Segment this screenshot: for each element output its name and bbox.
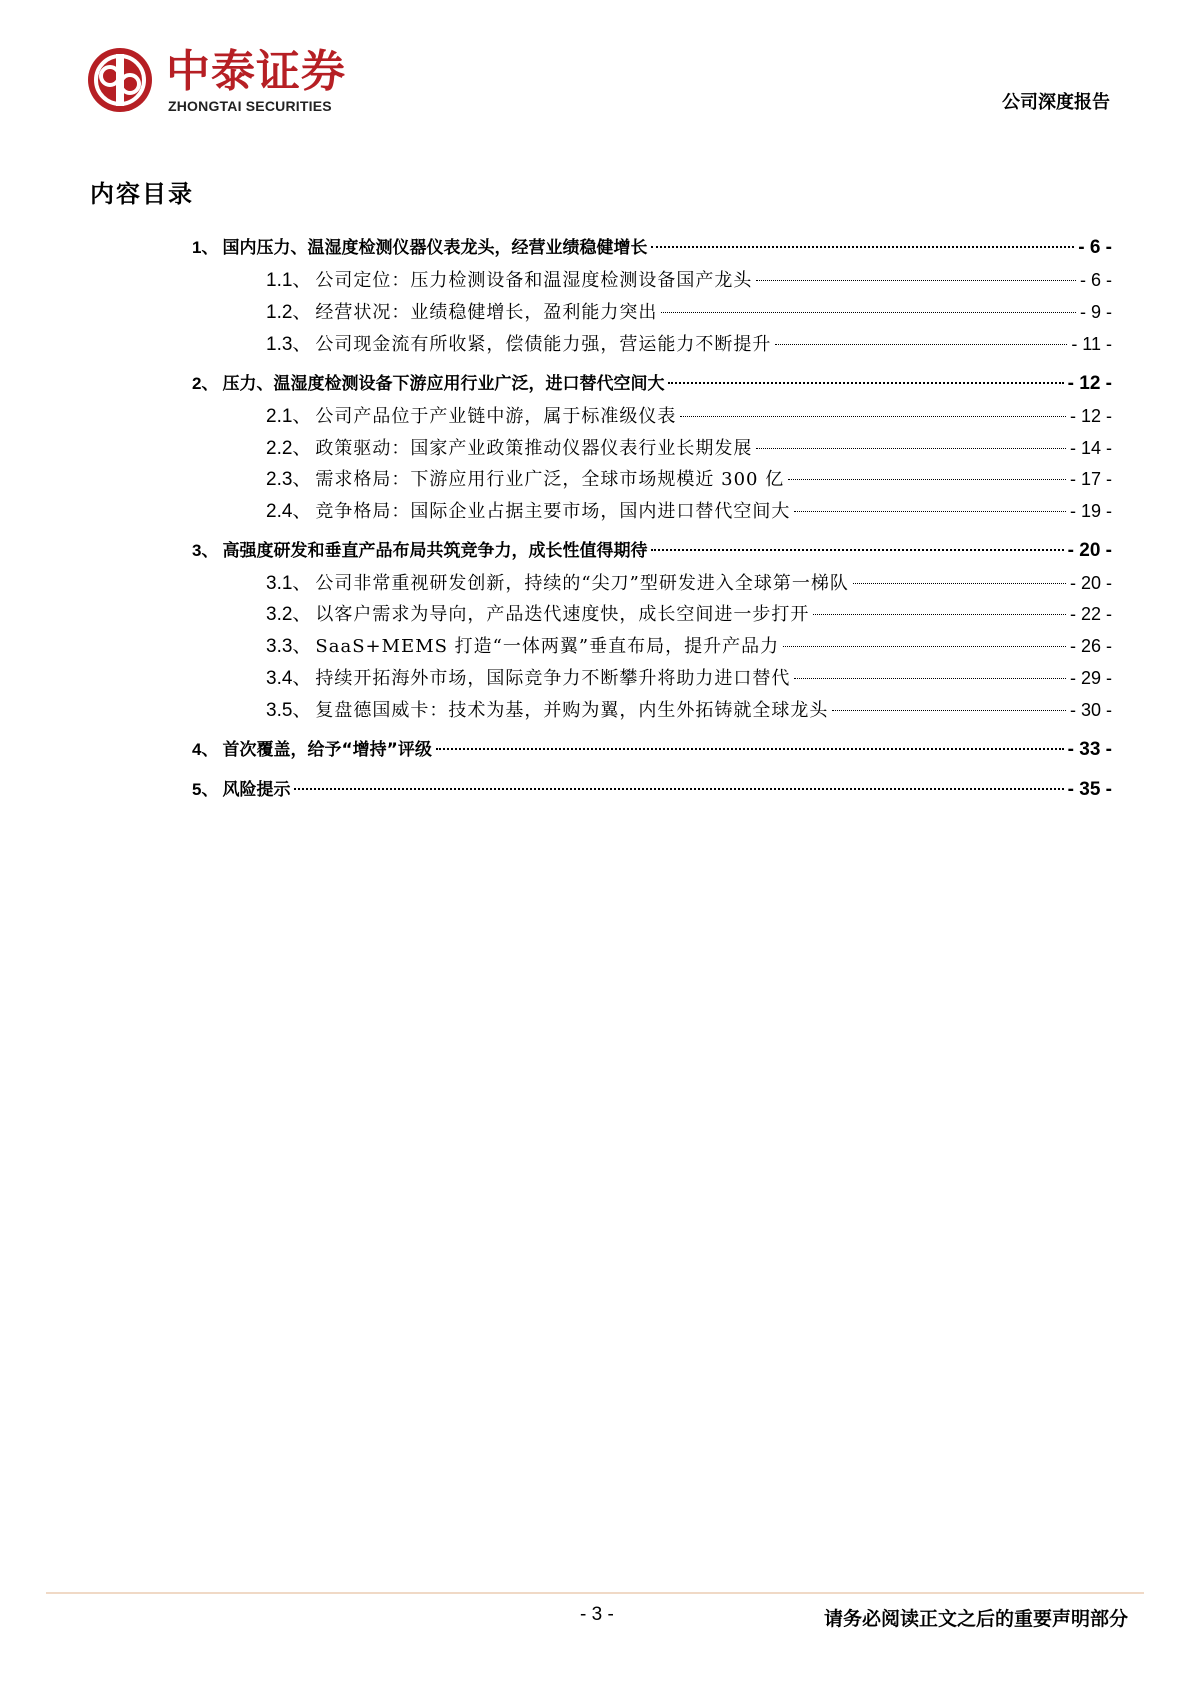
toc-dot-leader: [294, 788, 1063, 790]
toc-dot-leader: [436, 748, 1064, 750]
toc-entry-number: 1.1、: [266, 270, 312, 291]
toc-entry-page: - 20 -: [1069, 573, 1112, 593]
toc-entry-page: - 11 -: [1071, 334, 1112, 354]
footer-disclaimer-note: 请务必阅读正文之后的重要声明部分: [823, 1608, 1128, 1630]
toc-entry-page: - 9 -: [1079, 302, 1112, 322]
toc-entry-text: 持续开拓海外市场，国际竞争力不断攀升将助力进口替代: [315, 668, 791, 689]
toc-entry-text: 政策驱动：国家产业政策推动仪器仪表行业长期发展: [315, 438, 753, 459]
logo-chinese-name: 中泰证券: [166, 46, 346, 97]
toc-dot-leader: [668, 382, 1063, 384]
toc-title: 内容目录: [90, 180, 194, 208]
toc-entry-number: 2.2、: [266, 438, 312, 459]
toc-entry[interactable]: [192, 540, 1112, 562]
toc-dot-leader: [794, 678, 1066, 679]
zhongtai-logo-icon: [86, 46, 154, 114]
footer-divider: [46, 1592, 1144, 1594]
toc-entry-number: 3.4、: [266, 668, 312, 689]
toc-entry-number: 3.3、: [266, 636, 312, 657]
toc-entry[interactable]: [266, 333, 1112, 356]
toc-entry[interactable]: [266, 635, 1112, 658]
company-logo: [86, 46, 356, 118]
toc-entry[interactable]: [266, 500, 1112, 523]
toc-entry-page: - 20 -: [1067, 540, 1112, 561]
toc-entry-number: 1、: [192, 238, 219, 257]
toc-entry-number: 2、: [192, 374, 219, 393]
toc-entry[interactable]: [192, 779, 1112, 801]
toc-dot-leader: [651, 246, 1074, 248]
toc-entry-text: 公司现金流有所收紧，偿债能力强，营运能力不断提升: [315, 334, 772, 355]
toc-dot-leader: [853, 583, 1066, 584]
toc-entry[interactable]: [192, 237, 1112, 259]
toc-entry-text: 风险提示: [222, 780, 291, 800]
toc-dot-leader: [832, 710, 1066, 711]
toc-entry[interactable]: [266, 301, 1112, 324]
toc-entry-number: 3.5、: [266, 700, 312, 721]
toc-entry[interactable]: [266, 603, 1112, 626]
toc-entry-number: 5、: [192, 780, 219, 799]
footer-page-number: - 3 -: [580, 1604, 614, 1625]
toc-entry-page: - 29 -: [1069, 668, 1112, 688]
toc-entry-page: - 26 -: [1069, 636, 1112, 656]
toc-dot-leader: [794, 511, 1066, 512]
toc-dot-leader: [788, 479, 1066, 480]
toc-entry-number: 4、: [192, 740, 219, 759]
toc-entry-page: - 30 -: [1069, 700, 1112, 720]
toc-dot-leader: [651, 549, 1063, 551]
toc-entry-text: 公司产品位于产业链中游，属于标准级仪表: [315, 406, 677, 427]
toc-entry[interactable]: [192, 373, 1112, 395]
toc-entry-page: - 22 -: [1069, 604, 1112, 624]
toc-dot-leader: [756, 280, 1076, 281]
toc-entry-text: 压力、温湿度检测设备下游应用行业广泛，进口替代空间大: [222, 374, 665, 394]
toc-entry-number: 2.4、: [266, 501, 312, 522]
toc-entry[interactable]: [266, 572, 1112, 595]
toc-entry-number: 3.1、: [266, 573, 312, 594]
toc-dot-leader: [813, 614, 1066, 615]
toc-dot-leader: [661, 312, 1076, 313]
report-type-label: 公司深度报告: [1002, 92, 1110, 113]
toc-dot-leader: [775, 344, 1067, 345]
toc-entry[interactable]: [266, 468, 1112, 491]
toc-entry-text: 需求格局：下游应用行业广泛，全球市场规模近 300 亿: [315, 469, 785, 490]
toc-entry-page: - 35 -: [1067, 779, 1112, 800]
toc-entry-text: 高强度研发和垂直产品布局共筑竞争力，成长性值得期待: [222, 541, 648, 561]
toc-entry-number: 1.2、: [266, 302, 312, 323]
toc-entry-number: 1.3、: [266, 334, 312, 355]
toc-entry-text: 首次覆盖，给予“增持”评级: [222, 740, 432, 760]
toc-entry-number: 2.1、: [266, 406, 312, 427]
toc-entry[interactable]: [192, 739, 1112, 761]
toc-entry-page: - 12 -: [1069, 406, 1112, 426]
toc-entry-number: 2.3、: [266, 469, 312, 490]
toc-entry-page: - 14 -: [1069, 438, 1112, 458]
toc-entry-number: 3、: [192, 541, 219, 560]
toc-entry-page: - 12 -: [1067, 373, 1112, 394]
toc-entry-text: SaaS+MEMS 打造“一体两翼”垂直布局，提升产品力: [315, 636, 780, 657]
toc-entry-text: 以客户需求为导向，产品迭代速度快，成长空间进一步打开: [315, 604, 810, 625]
toc-entry[interactable]: [266, 667, 1112, 690]
toc-entry-text: 国内压力、温湿度检测仪器仪表龙头，经营业绩稳健增长: [222, 238, 648, 258]
toc-entry[interactable]: [266, 269, 1112, 292]
logo-english-name: ZHONGTAI SECURITIES: [168, 98, 332, 114]
toc-entry-text: 竞争格局：国际企业占据主要市场，国内进口替代空间大: [315, 501, 791, 522]
toc-entry-page: - 6 -: [1079, 270, 1112, 290]
toc-dot-leader: [680, 416, 1066, 417]
toc-dot-leader: [756, 448, 1066, 449]
toc-entry-text: 公司定位：压力检测设备和温湿度检测设备国产龙头: [315, 270, 753, 291]
toc-entry-number: 3.2、: [266, 604, 312, 625]
toc-entry[interactable]: [266, 405, 1112, 428]
toc-entry-page: - 6 -: [1078, 237, 1112, 258]
toc-entry-page: - 33 -: [1067, 739, 1112, 760]
toc-entry-page: - 17 -: [1069, 469, 1112, 489]
toc-entry[interactable]: [266, 437, 1112, 460]
toc-entry-text: 复盘德国威卡：技术为基，并购为翼，内生外拓铸就全球龙头: [315, 700, 829, 721]
toc-entry-page: - 19 -: [1069, 501, 1112, 521]
toc-entry-text: 经营状况：业绩稳健增长，盈利能力突出: [315, 302, 658, 323]
toc-entry[interactable]: [266, 699, 1112, 722]
toc-dot-leader: [783, 646, 1066, 647]
toc-entry-text: 公司非常重视研发创新，持续的“尖刀”型研发进入全球第一梯队: [315, 573, 849, 594]
